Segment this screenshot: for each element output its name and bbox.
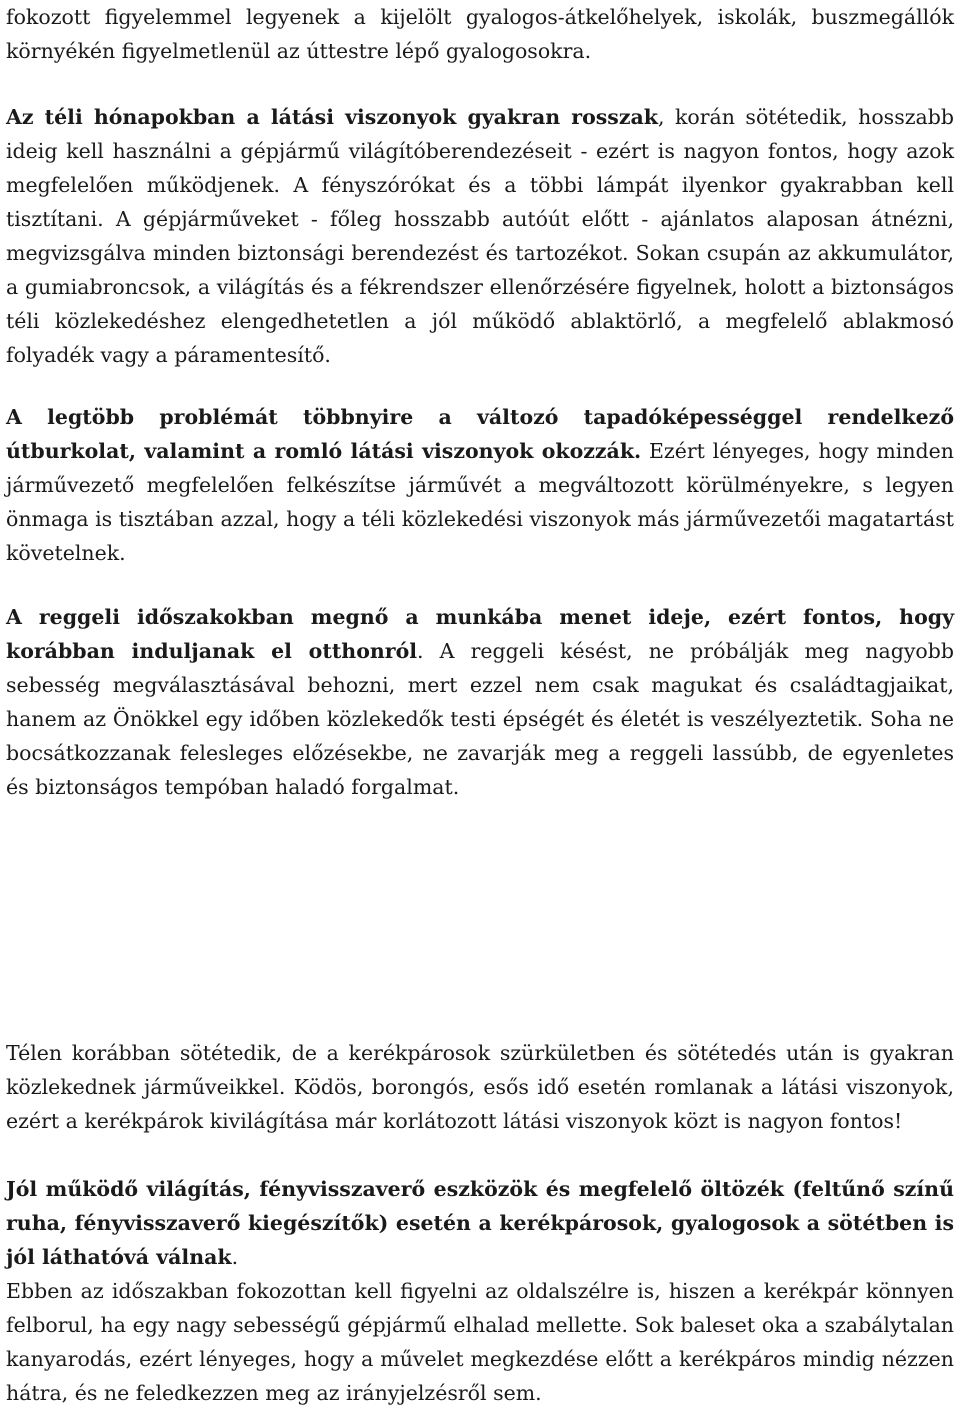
paragraph-text: fokozott figyelemmel legyenek a kijelölt gyalogos-átkelőhelyek, iskolák, buszmegállók környékén figyelmetlenül az úttestre lépő gyalogosokra. xyxy=(6,5,954,63)
paragraph-bold-lead: A legtöbb problémát többnyire a változó tapadóképességgel rendelkező útburkolat, valamint a romló látási viszonyok okozzák. xyxy=(6,405,954,463)
paragraph-text: . A reggeli késést, ne próbálják meg nagyobb sebesség megválasztásával behozni, mert ezzel nem csak magukat és családtagjaikat, hanem az Önökkel egy időben közlekedők testi épségét és életét is veszélyeztetik. Soha ne bocsátkozzanak felesleges előzésekbe, ne zavarják meg a reggeli lassúbb, de egyenletes és biztonságos tempóban haladó forgalmat. xyxy=(6,639,954,799)
paragraph-lighting-equipment xyxy=(6,1172,954,1274)
paragraph-morning-commute xyxy=(6,600,954,804)
paragraph-road-surface xyxy=(6,400,954,570)
paragraph-winter-visibility xyxy=(6,100,954,372)
paragraph-bold-lead: Az téli hónapokban a látási viszonyok gyakran rosszak xyxy=(6,105,658,129)
paragraph-pedestrians xyxy=(6,0,954,68)
paragraph-bold-lead: Jól működő világítás, fényvisszaverő eszközök és megfelelő öltözék (feltűnő színű ruha, fényvisszaverő kiegészítők) esetén a kerékpárosok, gyalogosok a sötétben is jól láthatóvá válnak xyxy=(6,1177,954,1269)
paragraph-text: Télen korábban sötétedik, de a kerékpárosok szürkületben és sötétedés után is gyakran közlekednek járműveikkel. Ködös, borongós, esős idő esetén romlanak a látási viszonyok, ezért a kerékpárok kivilágítása már korlátozott látási viszonyok közt is nagyon fontos! xyxy=(6,1041,954,1133)
paragraph-text: , korán sötétedik, hosszabb ideig kell használni a gépjármű világítóberendezéseit - ezért is nagyon fontos, hogy azok megfelelően működjenek. A fényszórókat és a többi lámpát ilyenkor gyakrabban kell tisztítani. A gépjárműveket - főleg hosszabb autóút előtt - ajánlatos alaposan átnézni, megvizsgálva minden biztonsági berendezést és tartozékot. Sokan csupán az akkumulátor, a gumiabroncsok, a világítás és a fékrendszer ellenőrzésére figyelnek, holott a biztonságos téli közlekedéshez elengedhetetlen a jól működő ablaktörlő, a megfelelő ablakmosó folyadék vagy a páramentesítő. xyxy=(6,105,954,367)
paragraph-text: Ebben az időszakban fokozottan kell figyelni az oldalszélre is, hiszen a kerékpár könnyen felborul, ha egy nagy sebességű gépjármű elhalad mellette. Sok baleset oka a szabálytalan kanyarodás, ezért lényeges, hogy a művelet megkezdése előtt a kerékpáros mindig nézzen hátra, és ne feledkezzen meg az irányjelzésről sem. xyxy=(6,1279,954,1405)
paragraph-text: . xyxy=(231,1245,239,1269)
paragraph-bold-lead: A reggeli időszakokban megnő a munkába menet ideje, ezért fontos, hogy korábban induljanak el otthonról xyxy=(6,605,954,663)
paragraph-roadside-caution xyxy=(6,1274,954,1410)
paragraph-cyclists-darkness xyxy=(6,1036,954,1138)
paragraph-text: Ezért lényeges, hogy minden járművezető megfelelően felkészítse járművét a megváltozott körülményekre, s legyen önmaga is tisztában azzal, hogy a téli közlekedési viszonyok más járművezetői magatartást követelnek. xyxy=(6,439,954,565)
